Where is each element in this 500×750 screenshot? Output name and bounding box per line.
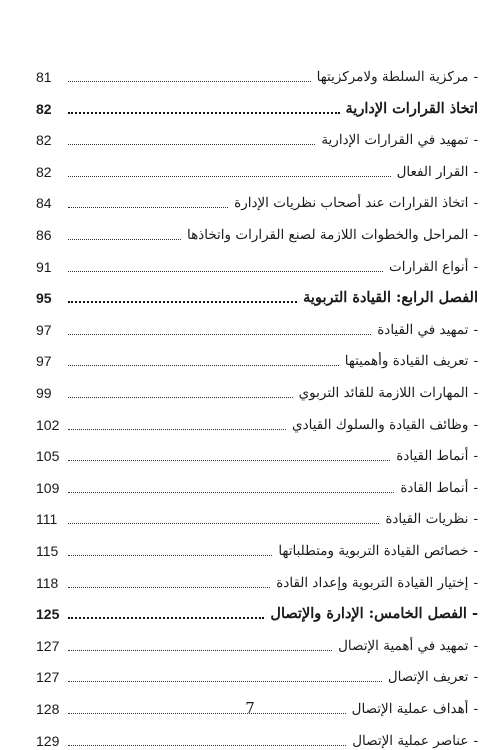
- toc-title-text: أهداف عملية الإتصال: [351, 701, 469, 717]
- toc-entry-title: [268, 605, 478, 623]
- toc-title-text: أنواع القرارات: [388, 258, 469, 275]
- toc-page-number: 118: [36, 574, 59, 591]
- toc-bullet: -: [473, 701, 478, 717]
- toc-entry-title: [185, 226, 478, 244]
- toc-title-text: وظائف القيادة والسلوك القيادي: [292, 416, 469, 433]
- toc-entry: [36, 376, 478, 402]
- toc-bullet: -: [473, 321, 478, 338]
- toc-entry: [36, 724, 478, 750]
- toc-entry-title: [297, 384, 478, 402]
- toc-page-number: 105: [36, 448, 60, 465]
- toc-page-number: 82: [36, 163, 52, 180]
- toc-entry: [36, 123, 478, 149]
- toc-bullet: -: [473, 637, 478, 654]
- dot-leader: [68, 681, 382, 682]
- toc-page-number: 81: [36, 69, 52, 85]
- toc-bullet: -: [473, 416, 478, 433]
- toc-page-number: 97: [36, 353, 52, 370]
- toc-bullet: -: [473, 258, 478, 275]
- toc-bullet: -: [473, 132, 478, 149]
- toc-entry: [36, 660, 478, 686]
- dot-leader: [68, 301, 297, 303]
- toc-entry: [36, 186, 478, 212]
- toc-bullet: -: [473, 195, 478, 212]
- toc-entry-title: [383, 510, 478, 528]
- toc-title-text: تعريف القيادة وأهميتها: [344, 353, 469, 370]
- toc-entry: [36, 408, 478, 434]
- toc-page-number: 129: [36, 732, 60, 749]
- toc-page-number: 109: [36, 479, 60, 496]
- toc-page-number: 115: [36, 543, 59, 559]
- toc-page-number: 102: [36, 416, 60, 433]
- toc-entry-title: [386, 668, 478, 686]
- toc-bullet: -: [473, 669, 478, 686]
- dot-leader: [68, 745, 346, 746]
- toc-bullet: -: [473, 574, 478, 591]
- toc-title-text: اتخاذ القرارات عند أصحاب نظريات الإدارة: [234, 195, 469, 212]
- toc-title-text: مركزية السلطة ولامركزيتها: [316, 69, 469, 85]
- toc-page-number: 82: [36, 100, 52, 117]
- toc-entry: [36, 155, 478, 181]
- toc-page-number: 127: [36, 637, 60, 654]
- dot-leader: [68, 271, 383, 272]
- dot-leader: [68, 239, 181, 240]
- toc-bullet: -: [473, 385, 478, 401]
- toc-page-number: 111: [36, 511, 58, 528]
- dot-leader: [68, 617, 264, 619]
- toc-title-text: تعريف الإتصال: [387, 669, 469, 686]
- toc-page-number: 127: [36, 669, 60, 686]
- toc-entry-title: [315, 68, 478, 86]
- toc-entry: [36, 218, 478, 244]
- toc-title-text: أنماط القادة: [400, 479, 469, 496]
- toc-page-number: 86: [36, 227, 52, 243]
- dot-leader: [68, 81, 311, 82]
- toc-entry-title: [301, 289, 478, 307]
- toc-page-number: 82: [36, 132, 52, 149]
- toc-title-text: الفصل الرابع: القيادة التربوية: [303, 289, 478, 307]
- toc-title-text: المهارات اللازمة للقائد التربوي: [298, 385, 469, 401]
- toc-entry: [36, 566, 478, 592]
- toc-page-number: 91: [36, 258, 52, 275]
- toc-page-number: 97: [36, 321, 52, 338]
- toc-entry-title: [395, 163, 478, 181]
- toc-bullet: -: [473, 479, 478, 496]
- toc-title-text: المراحل والخطوات اللازمة لصنع القرارات واتخاذها: [186, 227, 469, 243]
- toc-entry-title: [394, 447, 478, 465]
- dot-leader: [68, 650, 332, 651]
- toc-bullet: -: [473, 543, 478, 559]
- toc-page-number: 99: [36, 385, 52, 401]
- toc-bullet: -: [473, 163, 478, 180]
- toc-bullet: -: [473, 227, 478, 243]
- toc-entry: [36, 60, 478, 86]
- toc-entry-title: [343, 352, 478, 370]
- toc-entry: [36, 471, 478, 497]
- toc-entry: [36, 313, 478, 339]
- toc-title-text: نظريات القيادة: [385, 511, 469, 528]
- toc-title-text: تمهيد في القيادة: [377, 321, 469, 338]
- toc-bullet: -: [473, 448, 478, 465]
- toc-entry-title: [398, 479, 478, 497]
- dot-leader: [68, 176, 391, 177]
- toc-entry-title: [375, 321, 478, 339]
- toc-page-number: 84: [36, 195, 52, 212]
- toc-bullet: -: [473, 732, 478, 749]
- dot-leader: [68, 397, 293, 398]
- toc-title-text: تمهيد في القرارات الإدارية: [321, 132, 469, 149]
- dot-leader: [68, 207, 228, 208]
- dot-leader: [68, 334, 371, 335]
- toc-bullet: -: [473, 511, 478, 528]
- toc-title-text: خصائص القيادة التربوية ومتطلباتها: [278, 543, 469, 559]
- dot-leader: [68, 587, 270, 588]
- toc-chapter-heading: [36, 92, 478, 118]
- toc-entry: [36, 439, 478, 465]
- toc-chapter-heading: [36, 597, 478, 623]
- dot-leader: [68, 144, 315, 145]
- dot-leader: [68, 523, 379, 524]
- toc-entry-title: [387, 258, 478, 276]
- dot-leader: [68, 429, 286, 430]
- toc-entry-title: [274, 574, 478, 592]
- toc-entry: [36, 629, 478, 655]
- toc-entry-title: [344, 100, 478, 118]
- dot-leader: [68, 492, 394, 493]
- page-number: 7: [245, 699, 255, 717]
- toc-title-text: القرار الفعال: [396, 163, 469, 180]
- dot-leader: [68, 555, 272, 556]
- toc-entry-title: [232, 194, 478, 212]
- toc-entry: [36, 344, 478, 370]
- toc-page-number: 128: [36, 701, 60, 717]
- dot-leader: [68, 365, 339, 366]
- toc-entry: [36, 534, 478, 560]
- toc-entry-title: [290, 416, 478, 434]
- toc-bullet: -: [471, 605, 478, 623]
- toc-title-text: تمهيد في أهمية الإتصال: [338, 637, 469, 654]
- toc-entry-title: [336, 637, 478, 655]
- toc-page-number: 95: [36, 290, 52, 307]
- dot-leader: [68, 112, 340, 114]
- toc-title-text: أنماط القيادة: [396, 448, 469, 465]
- toc-title-text: الفصل الخامس: الإدارة والإتصال: [270, 605, 467, 623]
- toc-bullet: -: [473, 69, 478, 85]
- toc-chapter-heading: [36, 281, 478, 307]
- toc-title-text: إختيار القيادة التربوية وإعداد القادة: [276, 574, 469, 591]
- toc-entry-title: [276, 542, 478, 560]
- toc-bullet: -: [473, 353, 478, 370]
- toc-entry: [36, 250, 478, 276]
- toc-title-text: عناصر عملية الإتصال: [352, 732, 469, 749]
- dot-leader: [68, 460, 390, 461]
- toc-page-number: 125: [36, 606, 60, 623]
- toc-title-text: اتخاذ القرارات الإدارية: [345, 99, 478, 117]
- toc-entry-title: [319, 131, 478, 149]
- toc-entry: [36, 502, 478, 528]
